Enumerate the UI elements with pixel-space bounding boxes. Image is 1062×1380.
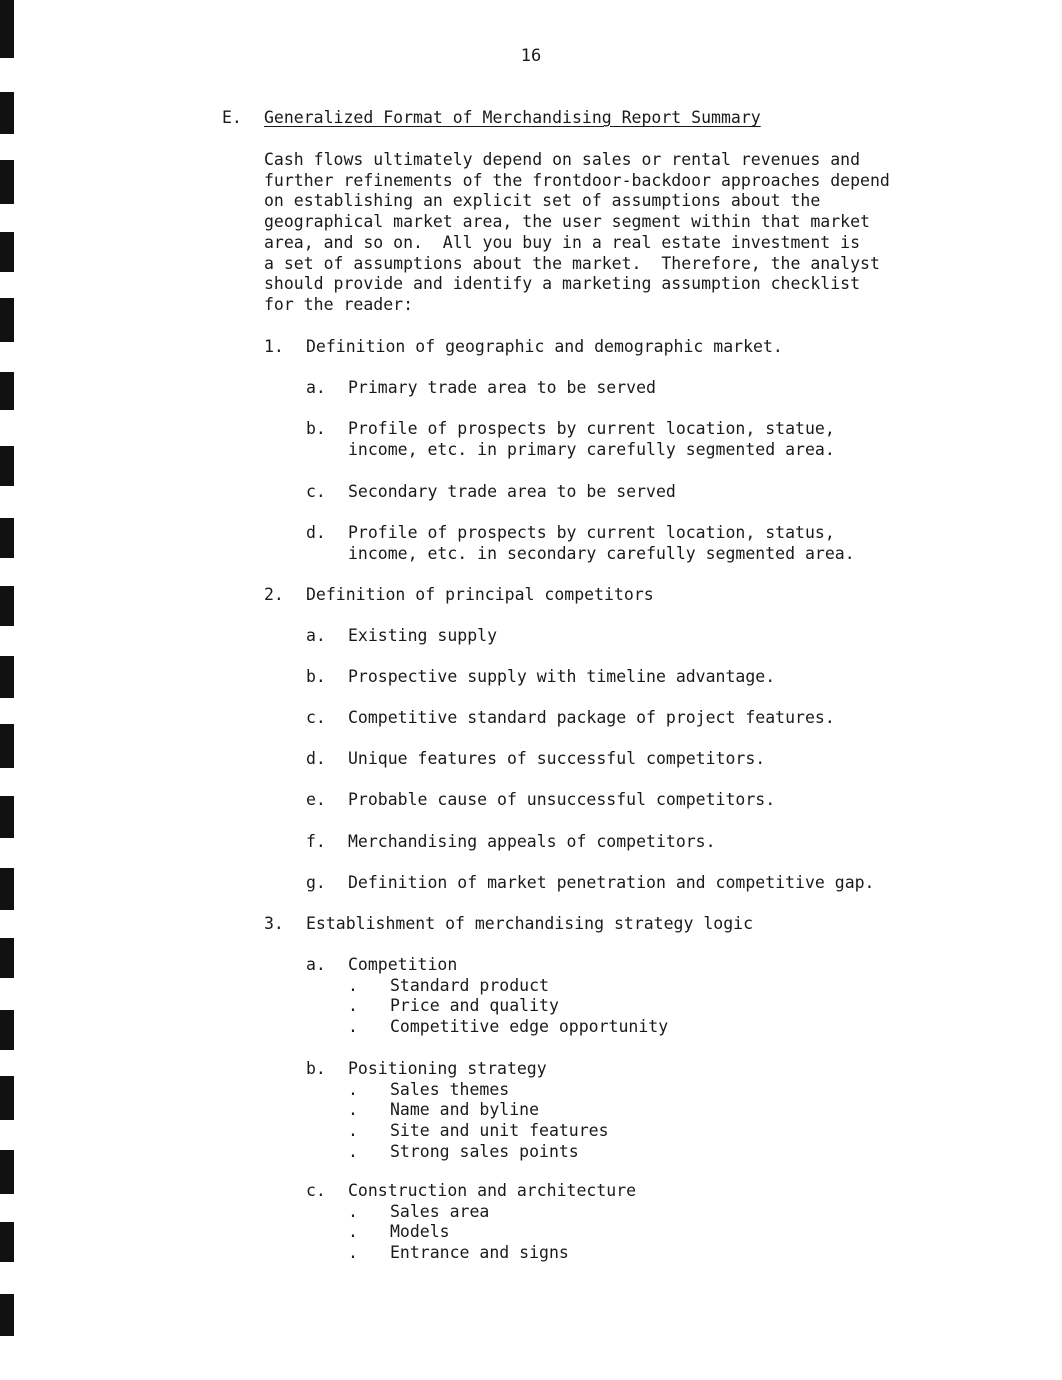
- list-item-2: [264, 585, 654, 606]
- intro-line: should provide and identify a marketing assumption checklist: [264, 274, 861, 294]
- bullet-text: Entrance and signs: [390, 1243, 569, 1263]
- sub-item-letter: g.: [306, 873, 326, 892]
- sub-item: [306, 378, 656, 399]
- sub-item-text: Primary trade area to be served: [348, 378, 656, 397]
- bullet-text: Sales themes: [390, 1079, 510, 1099]
- edge-bar: [0, 1076, 14, 1120]
- sub-item-letter: a.: [306, 626, 326, 645]
- sub-item-letter: d.: [306, 523, 326, 542]
- bullet-text: Price and quality: [390, 996, 559, 1016]
- item-text: Definition of principal competitors: [306, 585, 654, 604]
- page-number: 16: [520, 46, 542, 66]
- section-title: Generalized Format of Merchandising Report Summary: [264, 108, 761, 127]
- bullet-dot: .: [348, 1141, 358, 1161]
- bullet-item: [306, 1121, 609, 1142]
- sub-item-letter: b.: [306, 419, 326, 438]
- bullet-dot: .: [348, 1017, 358, 1037]
- intro-line: for the reader:: [264, 294, 414, 314]
- bullet-text: Site and unit features: [390, 1121, 609, 1141]
- sub-item-letter: b.: [306, 667, 326, 686]
- sub-item: [306, 523, 855, 564]
- sub-item-letter: c.: [306, 482, 326, 501]
- item-text: Definition of geographic and demographic market.: [306, 337, 783, 356]
- sub-item: [306, 790, 775, 811]
- sub-item-text: Competition: [348, 955, 458, 974]
- bullet-dot: .: [348, 1121, 358, 1141]
- intro-line: area, and so on. All you buy in a real estate investment is: [264, 232, 861, 252]
- sub-item-letter: b.: [306, 1059, 326, 1078]
- bullet-text: Sales area: [390, 1201, 490, 1221]
- sub-item-text: Secondary trade area to be served: [348, 482, 676, 501]
- list-item-3: [264, 914, 753, 935]
- edge-bar: [0, 446, 14, 486]
- sub-item-text: Profile of prospects by current location, statue,: [348, 419, 835, 438]
- sub-item: [306, 1059, 609, 1163]
- sub-item-letter: e.: [306, 790, 326, 809]
- sub-item: [306, 626, 497, 647]
- edge-bar: [0, 1222, 14, 1262]
- bullet-item: [306, 1142, 609, 1163]
- edge-bar: [0, 1150, 14, 1194]
- bullet-text: Strong sales points: [390, 1141, 579, 1161]
- bullet-item: [306, 996, 668, 1017]
- bullet-item: [306, 976, 668, 997]
- edge-bar: [0, 586, 14, 626]
- sub-item-text: income, etc. in primary carefully segmented area.: [348, 439, 835, 459]
- sub-item-letter: a.: [306, 378, 326, 397]
- bullet-dot: .: [348, 1100, 358, 1120]
- edge-bar: [0, 518, 14, 558]
- item-number: 3.: [264, 914, 284, 933]
- bullet-list: [306, 1080, 609, 1163]
- edge-bar: [0, 656, 14, 698]
- intro-paragraph: [264, 150, 964, 316]
- item-number: 1.: [264, 337, 284, 356]
- sub-item-text: Construction and architecture: [348, 1181, 637, 1200]
- intro-line: geographical market area, the user segment within that market: [264, 212, 870, 232]
- sub-item-text: Merchandising appeals of competitors.: [348, 832, 716, 851]
- bullet-text: Name and byline: [390, 1100, 540, 1120]
- section-heading: [222, 108, 761, 127]
- intro-line: on establishing an explicit set of assumptions about the: [264, 191, 821, 211]
- bullet-text: Competitive edge opportunity: [390, 1017, 669, 1037]
- bullet-dot: .: [348, 1079, 358, 1099]
- bullet-dot: .: [348, 1201, 358, 1221]
- edge-bar: [0, 298, 14, 342]
- edge-bar: [0, 938, 14, 978]
- edge-bar: [0, 796, 14, 838]
- sub-item-text: Positioning strategy: [348, 1059, 547, 1078]
- bullet-item: [306, 1100, 609, 1121]
- bullet-item: [306, 1017, 668, 1038]
- item-number: 2.: [264, 585, 284, 604]
- edge-bar: [0, 868, 14, 910]
- bullet-list: [306, 1202, 636, 1264]
- intro-line: further refinements of the frontdoor-backdoor approaches depend: [264, 170, 890, 190]
- sub-item-text: income, etc. in secondary carefully segmented area.: [348, 543, 855, 563]
- edge-bar: [0, 372, 14, 410]
- intro-line: a set of assumptions about the market. Therefore, the analyst: [264, 253, 880, 273]
- bullet-item: [306, 1080, 609, 1101]
- sub-item-letter: c.: [306, 1181, 326, 1200]
- bullet-item: [306, 1222, 636, 1243]
- bullet-dot: .: [348, 996, 358, 1016]
- sub-item: [306, 708, 835, 729]
- edge-bar: [0, 92, 14, 134]
- sub-item-text: Profile of prospects by current location, status,: [348, 523, 835, 542]
- sub-item-text: Probable cause of unsuccessful competitors.: [348, 790, 776, 809]
- sub-item: [306, 749, 765, 770]
- edge-bar: [0, 232, 14, 272]
- edge-bar: [0, 724, 14, 768]
- bullet-item: [306, 1243, 636, 1264]
- section-letter: E.: [222, 108, 242, 127]
- sub-item: [306, 419, 835, 460]
- intro-line: Cash flows ultimately depend on sales or rental revenues and: [264, 150, 861, 169]
- sub-item-text: Existing supply: [348, 626, 498, 645]
- sub-item-letter: f.: [306, 832, 326, 851]
- sub-item-letter: c.: [306, 708, 326, 727]
- sub-item: [306, 667, 775, 688]
- list-item-1: [264, 337, 783, 358]
- sub-item: [306, 955, 668, 1038]
- bullet-text: Models: [390, 1222, 450, 1242]
- bullet-dot: .: [348, 1243, 358, 1263]
- sub-item-text: Prospective supply with timeline advantage.: [348, 667, 776, 686]
- bullet-dot: .: [348, 975, 358, 995]
- sub-item-text: Competitive standard package of project features.: [348, 708, 835, 727]
- sub-item: [306, 832, 716, 853]
- edge-bar: [0, 1010, 14, 1050]
- edge-bar: [0, 1294, 14, 1336]
- item-text: Establishment of merchandising strategy logic: [306, 914, 754, 933]
- sub-item: [306, 1181, 636, 1264]
- sub-item-text: Definition of market penetration and competitive gap.: [348, 873, 875, 892]
- sub-item: [306, 873, 875, 894]
- bullet-text: Standard product: [390, 975, 549, 995]
- sub-item: [306, 482, 676, 503]
- bullet-dot: .: [348, 1222, 358, 1242]
- edge-bar: [0, 160, 14, 204]
- sub-item-text: Unique features of successful competitors.: [348, 749, 766, 768]
- bullet-list: [306, 976, 668, 1038]
- bullet-item: [306, 1202, 636, 1223]
- sub-item-letter: a.: [306, 955, 326, 974]
- sub-item-letter: d.: [306, 749, 326, 768]
